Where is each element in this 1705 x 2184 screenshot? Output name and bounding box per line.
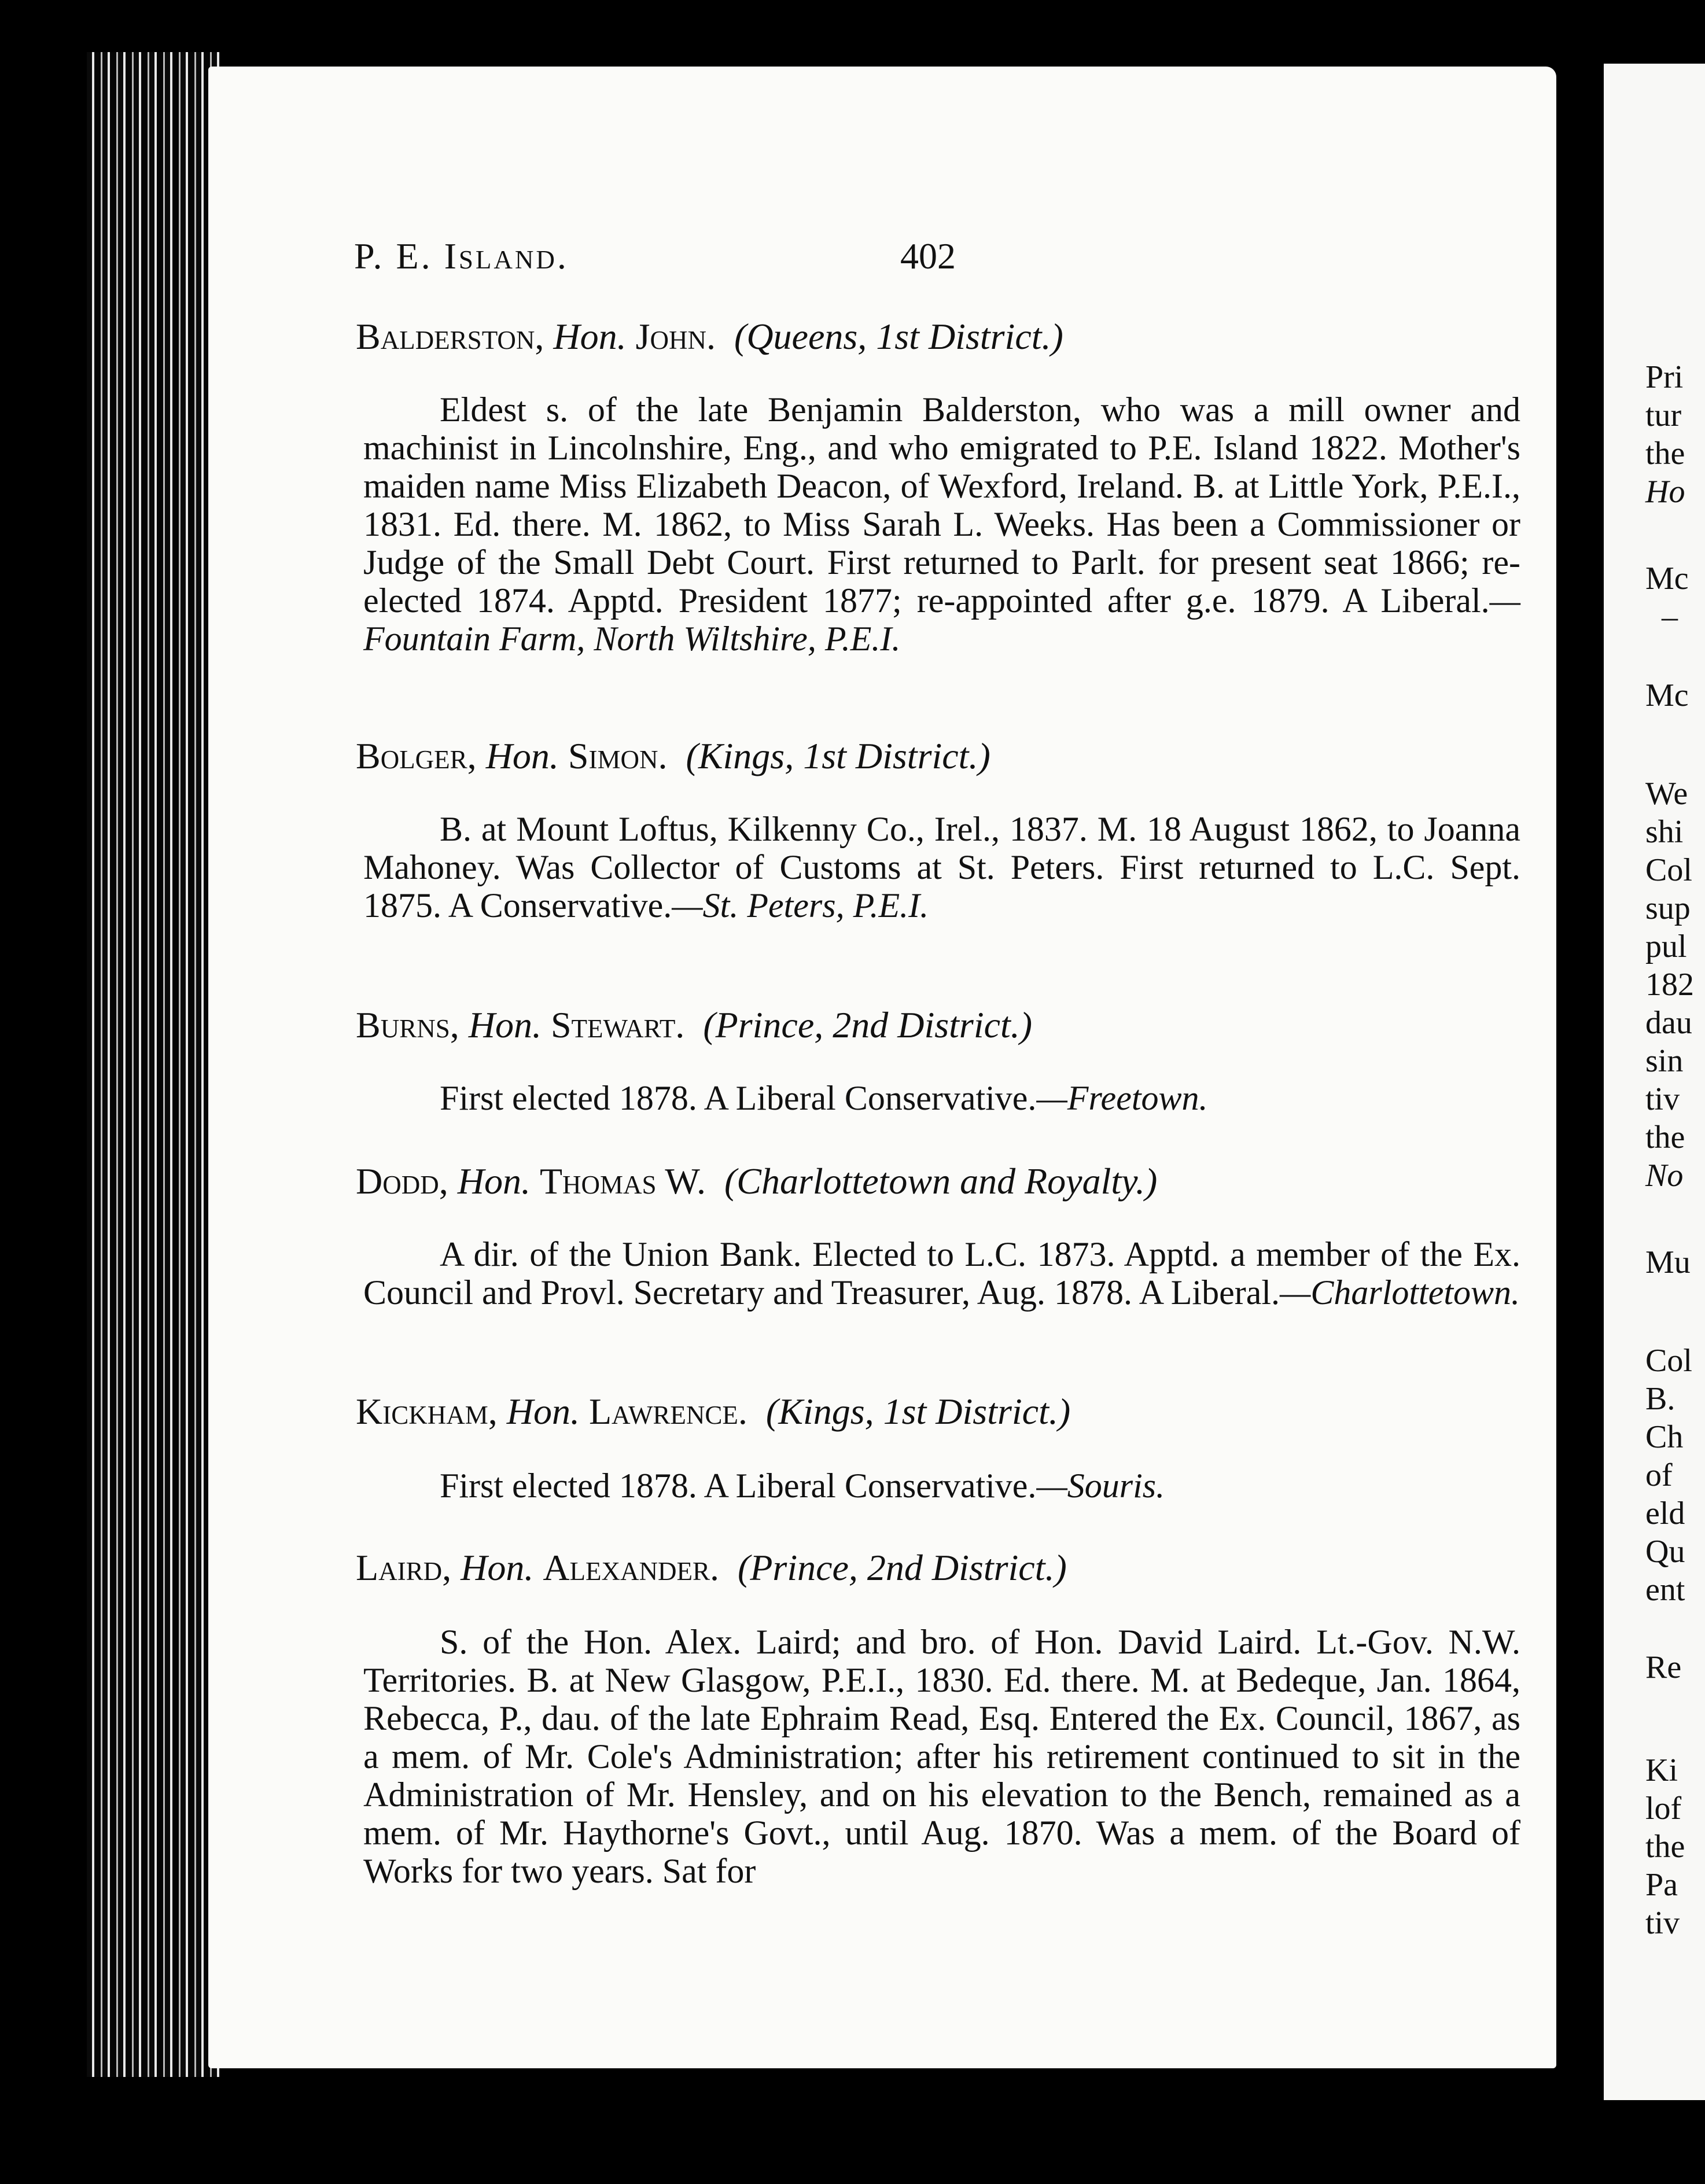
entry-heading (356, 1390, 1070, 1433)
entry-surname: Balderston, (356, 316, 544, 357)
entry-address: —Charlottetown. (1280, 1273, 1520, 1312)
fragment: Pri (1645, 359, 1684, 395)
entry-given-name: Alexander. (543, 1547, 719, 1588)
entry-body (363, 1623, 1520, 1890)
book-gutter (87, 52, 220, 2077)
entry-surname: Burns, (356, 1004, 459, 1045)
entry-district: (Prince, 2nd District.) (738, 1547, 1067, 1588)
entry-address: —Fountain Farm, North Wiltshire, P.E.I. (363, 581, 1520, 658)
entry-body (363, 1235, 1520, 1312)
fragment: Ho (1645, 474, 1685, 510)
entry-district: (Prince, 2nd District.) (703, 1004, 1033, 1045)
entry-honorific: Hon. (468, 1004, 542, 1045)
fragment: Ch (1645, 1419, 1684, 1455)
entry-honorific: Hon. (553, 316, 627, 357)
entry-honorific: Hon. (457, 1161, 531, 1202)
fragment: Col (1645, 852, 1692, 888)
entry-address: —Freetown. (1036, 1079, 1208, 1117)
entry-honorific: Hon. (485, 735, 559, 776)
fragment: B. (1645, 1381, 1675, 1417)
entry-surname: Bolger, (356, 735, 477, 776)
entry-body (363, 810, 1520, 925)
fragment: tiv (1645, 1081, 1680, 1117)
entry-given-name: Thomas W. (539, 1161, 706, 1202)
entry-district: (Charlottetown and Royalty.) (724, 1161, 1158, 1202)
fragment: shi (1645, 814, 1684, 850)
fragment: of (1645, 1457, 1673, 1493)
entry-text: B. at Mount Loftus, Kilkenny Co., Irel., 1837. M. 18 August 1862, to Joanna Mahoney. Was Collector of Customs at St. Peters. First returned to L.C. Sept. 1875. A Conservative. (363, 810, 1520, 925)
fragment: We (1645, 776, 1688, 812)
fragment: Re (1645, 1649, 1682, 1685)
fragment: Pa (1645, 1867, 1678, 1903)
fragment: 182 (1645, 967, 1694, 1003)
entry-text: S. of the Hon. Alex. Laird; and bro. of Hon. David Laird. Lt.-Gov. N.W. Territories. B. at New Glasgow, P.E.I., 1830. Ed. there. M. at Bedeque, Jan. 1864, Rebecca, P., dau. of the late Ephraim Read, Esq. Entered the Ex. Council, 1867, as a mem. of Mr. Cole's Administration; after his retirement continued to sit in the Administration of Mr. Hensley, and on his elevation to the Bench, remained as a mem. of Mr. Haythorne's Govt., until Aug. 1870. Was a mem. of the Board of Works for two years. Sat for (363, 1623, 1520, 1890)
fragment: Mc (1645, 561, 1689, 596)
fragment: tiv (1645, 1905, 1680, 1941)
entry-given-name: Simon. (568, 735, 668, 776)
entry-heading (356, 315, 1063, 358)
entry-honorific: Hon. (461, 1547, 534, 1588)
entry-district: (Kings, 1st District.) (765, 1391, 1071, 1432)
entry-honorific: Hon. (506, 1391, 580, 1432)
entry-body (363, 391, 1520, 658)
entry-text: Eldest s. of the late Benjamin Balderston, who was a mill owner and machinist in Lincolnshire, Eng., and who emigrated to P.E. Island 1822. Mother's maiden name Miss Elizabeth Deacon, of Wexford, Ireland. B. at Little York, P.E.I., 1831. Ed. there. M. 1862, to Miss Sarah L. Weeks. Has been a Commissioner or Judge of the Small Debt Court. First returned to Parlt. for present seat 1866; re-elected 1874. Apptd. President 1877; re-appointed after g.e. 1879. A Liberal. (363, 391, 1520, 620)
fragment: pul (1645, 929, 1687, 964)
fragment: Qu (1645, 1534, 1685, 1570)
fragment: Mc (1645, 677, 1689, 713)
entry-text: First elected 1878. A Liberal Conservative. (440, 1467, 1037, 1505)
entry-district: (Kings, 1st District.) (686, 735, 990, 776)
facing-page-fragment (1604, 64, 1705, 2100)
entry-heading (356, 1160, 1157, 1203)
entry-given-name: Lawrence. (588, 1391, 747, 1432)
fragment: eld (1645, 1496, 1685, 1531)
running-header: P. E. Island. (354, 235, 569, 277)
fragment: dau (1645, 1005, 1692, 1041)
entry-body (363, 1467, 1520, 1505)
entry-body (363, 1079, 1520, 1117)
fragment: ent (1645, 1572, 1685, 1608)
entry-heading (356, 1546, 1067, 1589)
entry-text: A dir. of the Union Bank. Elected to L.C. 1873. Apptd. a member of the Ex. Council and Provl. Secretary and Treasurer, Aug. 1878. A Liberal. (363, 1235, 1520, 1312)
entry-surname: Laird, (356, 1547, 452, 1588)
fragment: the (1645, 1119, 1685, 1155)
entry-heading (356, 1004, 1032, 1047)
fragment: sin (1645, 1043, 1684, 1079)
fragment: the (1645, 436, 1685, 472)
entry-address: —Souris. (1036, 1467, 1165, 1505)
fragment: Col (1645, 1343, 1692, 1379)
entry-district: (Queens, 1st District.) (734, 316, 1063, 357)
entry-heading (356, 735, 990, 778)
entry-surname: Kickham, (356, 1391, 498, 1432)
entry-given-name: John. (635, 316, 716, 357)
fragment: – (1662, 599, 1678, 635)
fragment: sup (1645, 890, 1691, 926)
entry-surname: Dodd, (356, 1161, 448, 1202)
entry-address: —St. Peters, P.E.I. (672, 886, 929, 925)
page-number: 402 (900, 235, 956, 277)
entry-text: First elected 1878. A Liberal Conservative. (440, 1079, 1037, 1117)
fragment: the (1645, 1829, 1685, 1865)
entry-given-name: Stewart. (550, 1004, 685, 1045)
fragment: tur (1645, 397, 1682, 433)
fragment: Ki (1645, 1752, 1678, 1788)
fragment: Mu (1645, 1244, 1691, 1280)
fragment: lof (1645, 1791, 1682, 1826)
fragment: No (1645, 1158, 1684, 1194)
